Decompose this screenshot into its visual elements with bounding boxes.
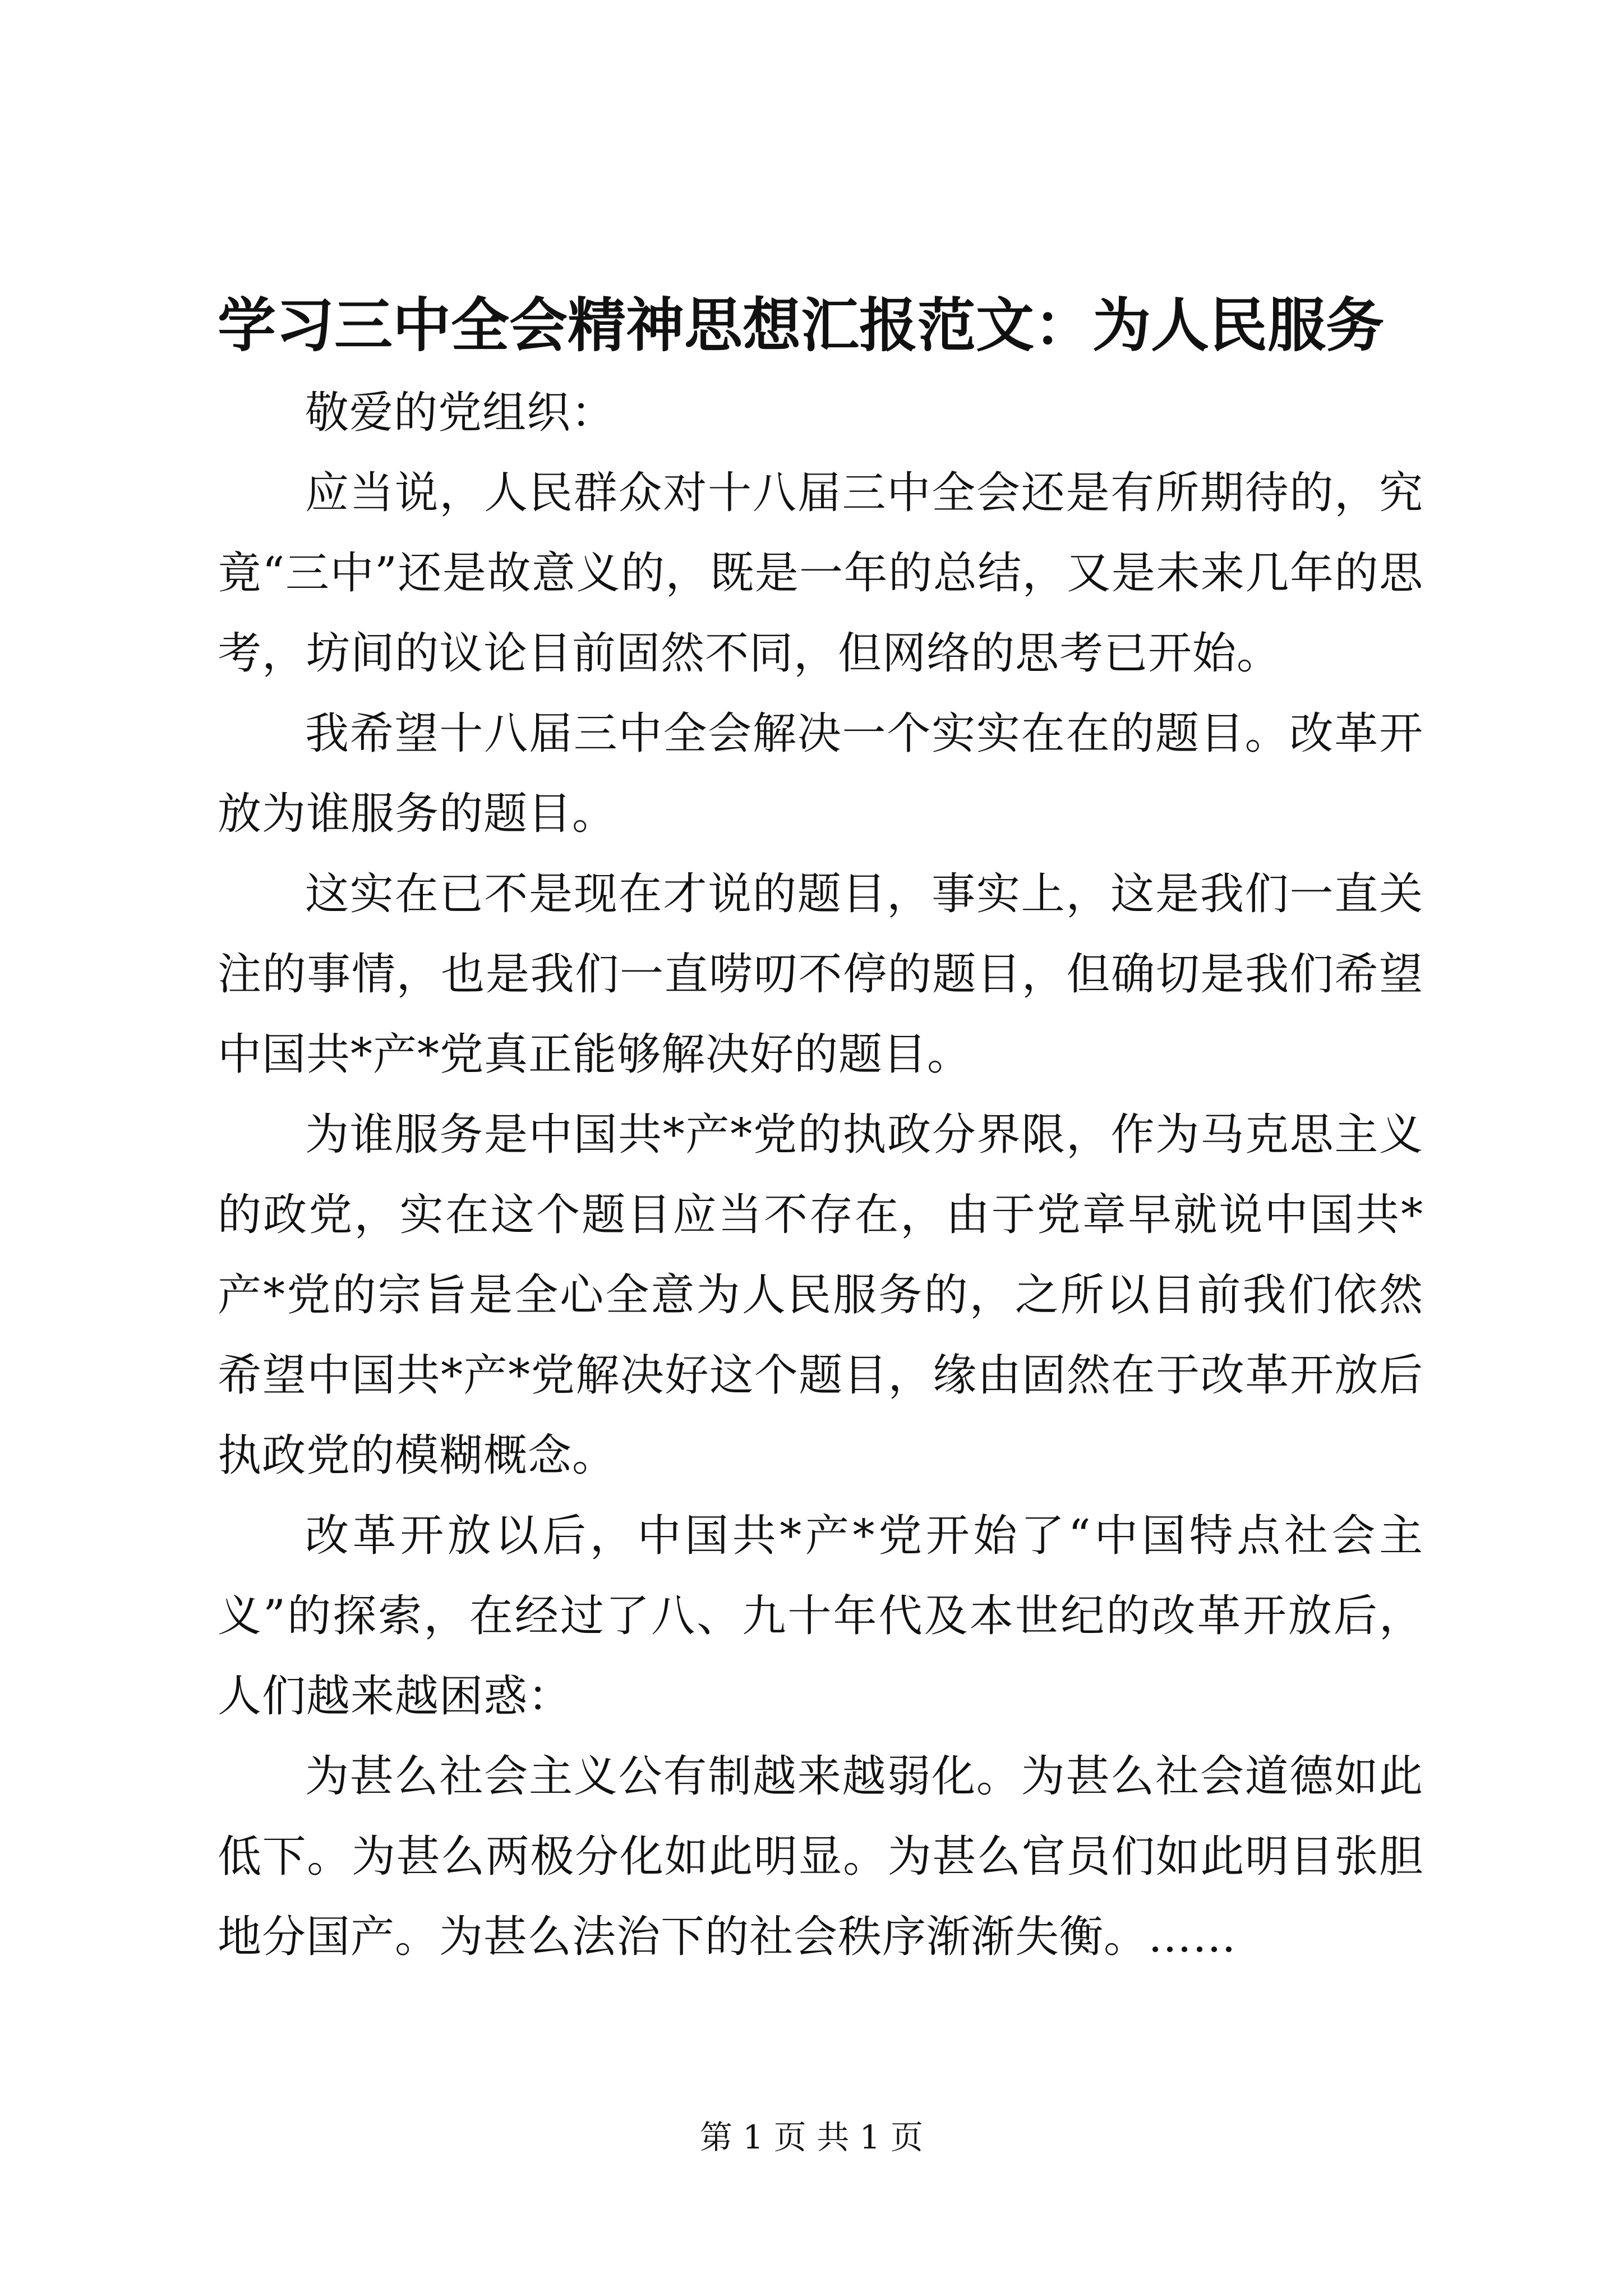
salutation: 敬爱的党组织： bbox=[305, 388, 616, 438]
paragraph-1: 应当说，人民群众对十八届三中全会还是有所期待的，究竟“三中”还是故意义的，既是一年的总结，又是未来几年的思考，坊间的议论目前固然不同，但网络的思考已开始。 bbox=[218, 468, 1423, 679]
paragraph-4: 为谁服务是中国共*产*党的执政分界限，作为马克思主义的政党，实在这个题目应当不存在，由于党章早就说中国共*产*党的宗旨是全心全意为人民服务的，之所以目前我们依然希望中国共*产*党解决好这个题目，缘由固然在于改革开放后执政党的模糊概念。 bbox=[218, 1110, 1423, 1481]
document-title: 学习三中全会精神思想汇报范文：为人民服务 bbox=[218, 291, 1385, 360]
paragraph-6: 为甚么社会主义公有制越来越弱化。为甚么社会道德如此低下。为甚么两极分化如此明显。为甚么官员们如此明目张胆地分国产。为甚么法治下的社会秩序渐渐失衡。…… bbox=[218, 1751, 1423, 1962]
document-body bbox=[218, 373, 1423, 1977]
paragraph-2: 我希望十八届三中全会解决一个实实在在的题目。改革开放为谁服务的题目。 bbox=[218, 708, 1423, 839]
paragraph-5: 改革开放以后，中国共*产*党开始了“中国特点社会主义”的探索，在经过了八、九十年代及本世纪的改革开放后，人们越来越困惑： bbox=[218, 1511, 1423, 1722]
page-footer: 第 1 页 共 1 页 bbox=[700, 2118, 923, 2156]
paragraph-3: 这实在已不是现在才说的题目，事实上，这是我们一直关注的事情，也是我们一直唠叨不停的题目，但确切是我们希望中国共*产*党真正能够解决好的题目。 bbox=[218, 869, 1423, 1080]
